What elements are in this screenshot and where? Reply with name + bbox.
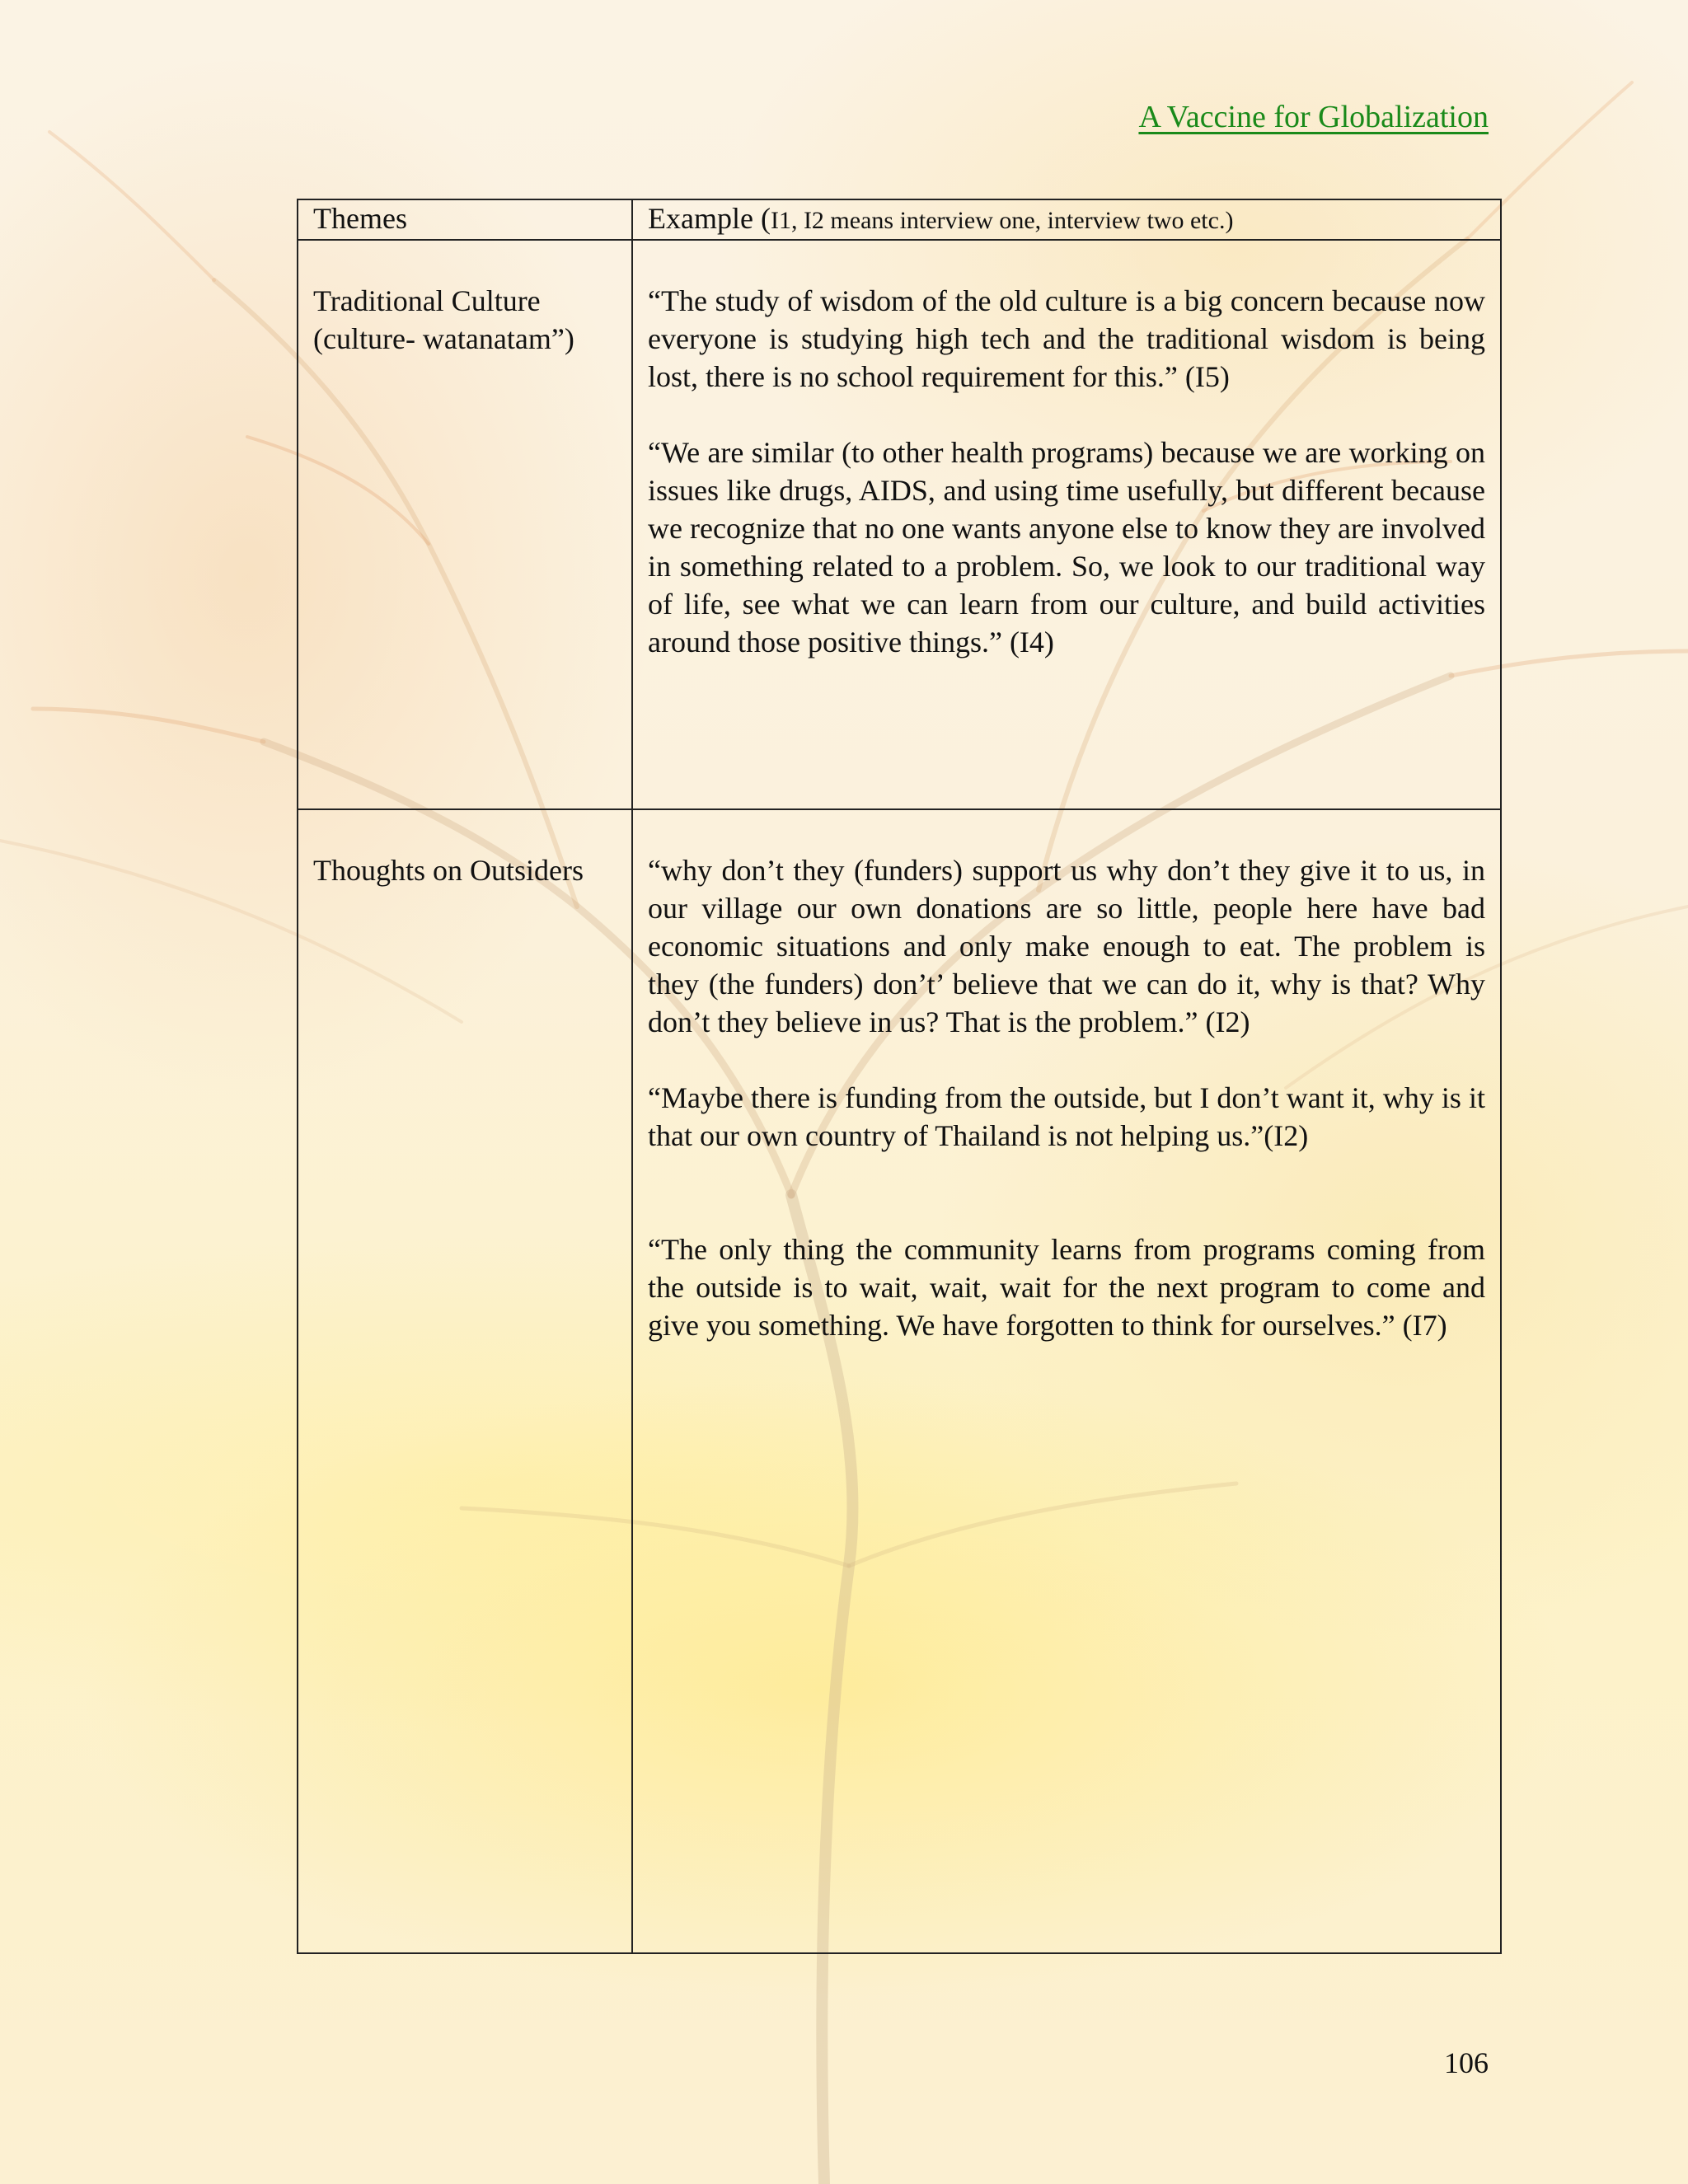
running-header-title: A Vaccine for Globalization <box>1138 100 1489 134</box>
example-cell-thoughts-on-outsiders <box>632 809 1501 1953</box>
table-row <box>298 240 1501 809</box>
column-header-themes: Themes <box>298 199 632 240</box>
interview-quote: “Maybe there is funding from the outside, but I don’t want it, why is it that our own country of Thailand is not helping us.”(I2) <box>648 1080 1485 1152</box>
table-header-row <box>298 199 1501 240</box>
interview-quote: “The study of wisdom of the old culture is a big concern because now everyone is studying high tech and the traditional wisdom is being lost, there is no school requirement for this.” (I5) <box>648 284 1485 394</box>
themes-table <box>297 199 1502 1954</box>
theme-cell-traditional-culture: Traditional Culture (culture- watanatam”) <box>298 240 632 809</box>
table-row <box>298 809 1501 1953</box>
column-header-example-note: I1, I2 means interview one, interview two etc.) <box>770 207 1234 234</box>
interview-quote: “The only thing the community learns from programs coming from the outside is to wait, wait, wait for the next program to come and give you something. We have forgotten to think for ourselves.” (I7) <box>648 1232 1485 1342</box>
interview-quote: “We are similar (to other health programs) because we are working on issues like drugs, AIDS, and using time usefully, but different because we recognize that no one wants anyone else to know they are involved in something related to a problem. So, we look to our traditional way of life, see what we can learn from our culture, and build activities around those positive things.” (I4) <box>648 436 1485 659</box>
example-cell-traditional-culture <box>632 240 1501 809</box>
page-number: 106 <box>1444 2046 1489 2079</box>
column-header-example <box>632 199 1501 240</box>
theme-cell-thoughts-on-outsiders: Thoughts on Outsiders <box>298 809 632 1953</box>
column-header-example-label: Example ( <box>648 202 771 235</box>
interview-quote: “why don’t they (funders) support us why don’t they give it to us, in our village our own donations are so little, people here have bad economic situations and only make enough to eat. The problem is they (the funders) don’t’ believe that we can do it, why is that? Why don’t they believe in us? That is the problem.” (I2) <box>648 853 1485 1038</box>
